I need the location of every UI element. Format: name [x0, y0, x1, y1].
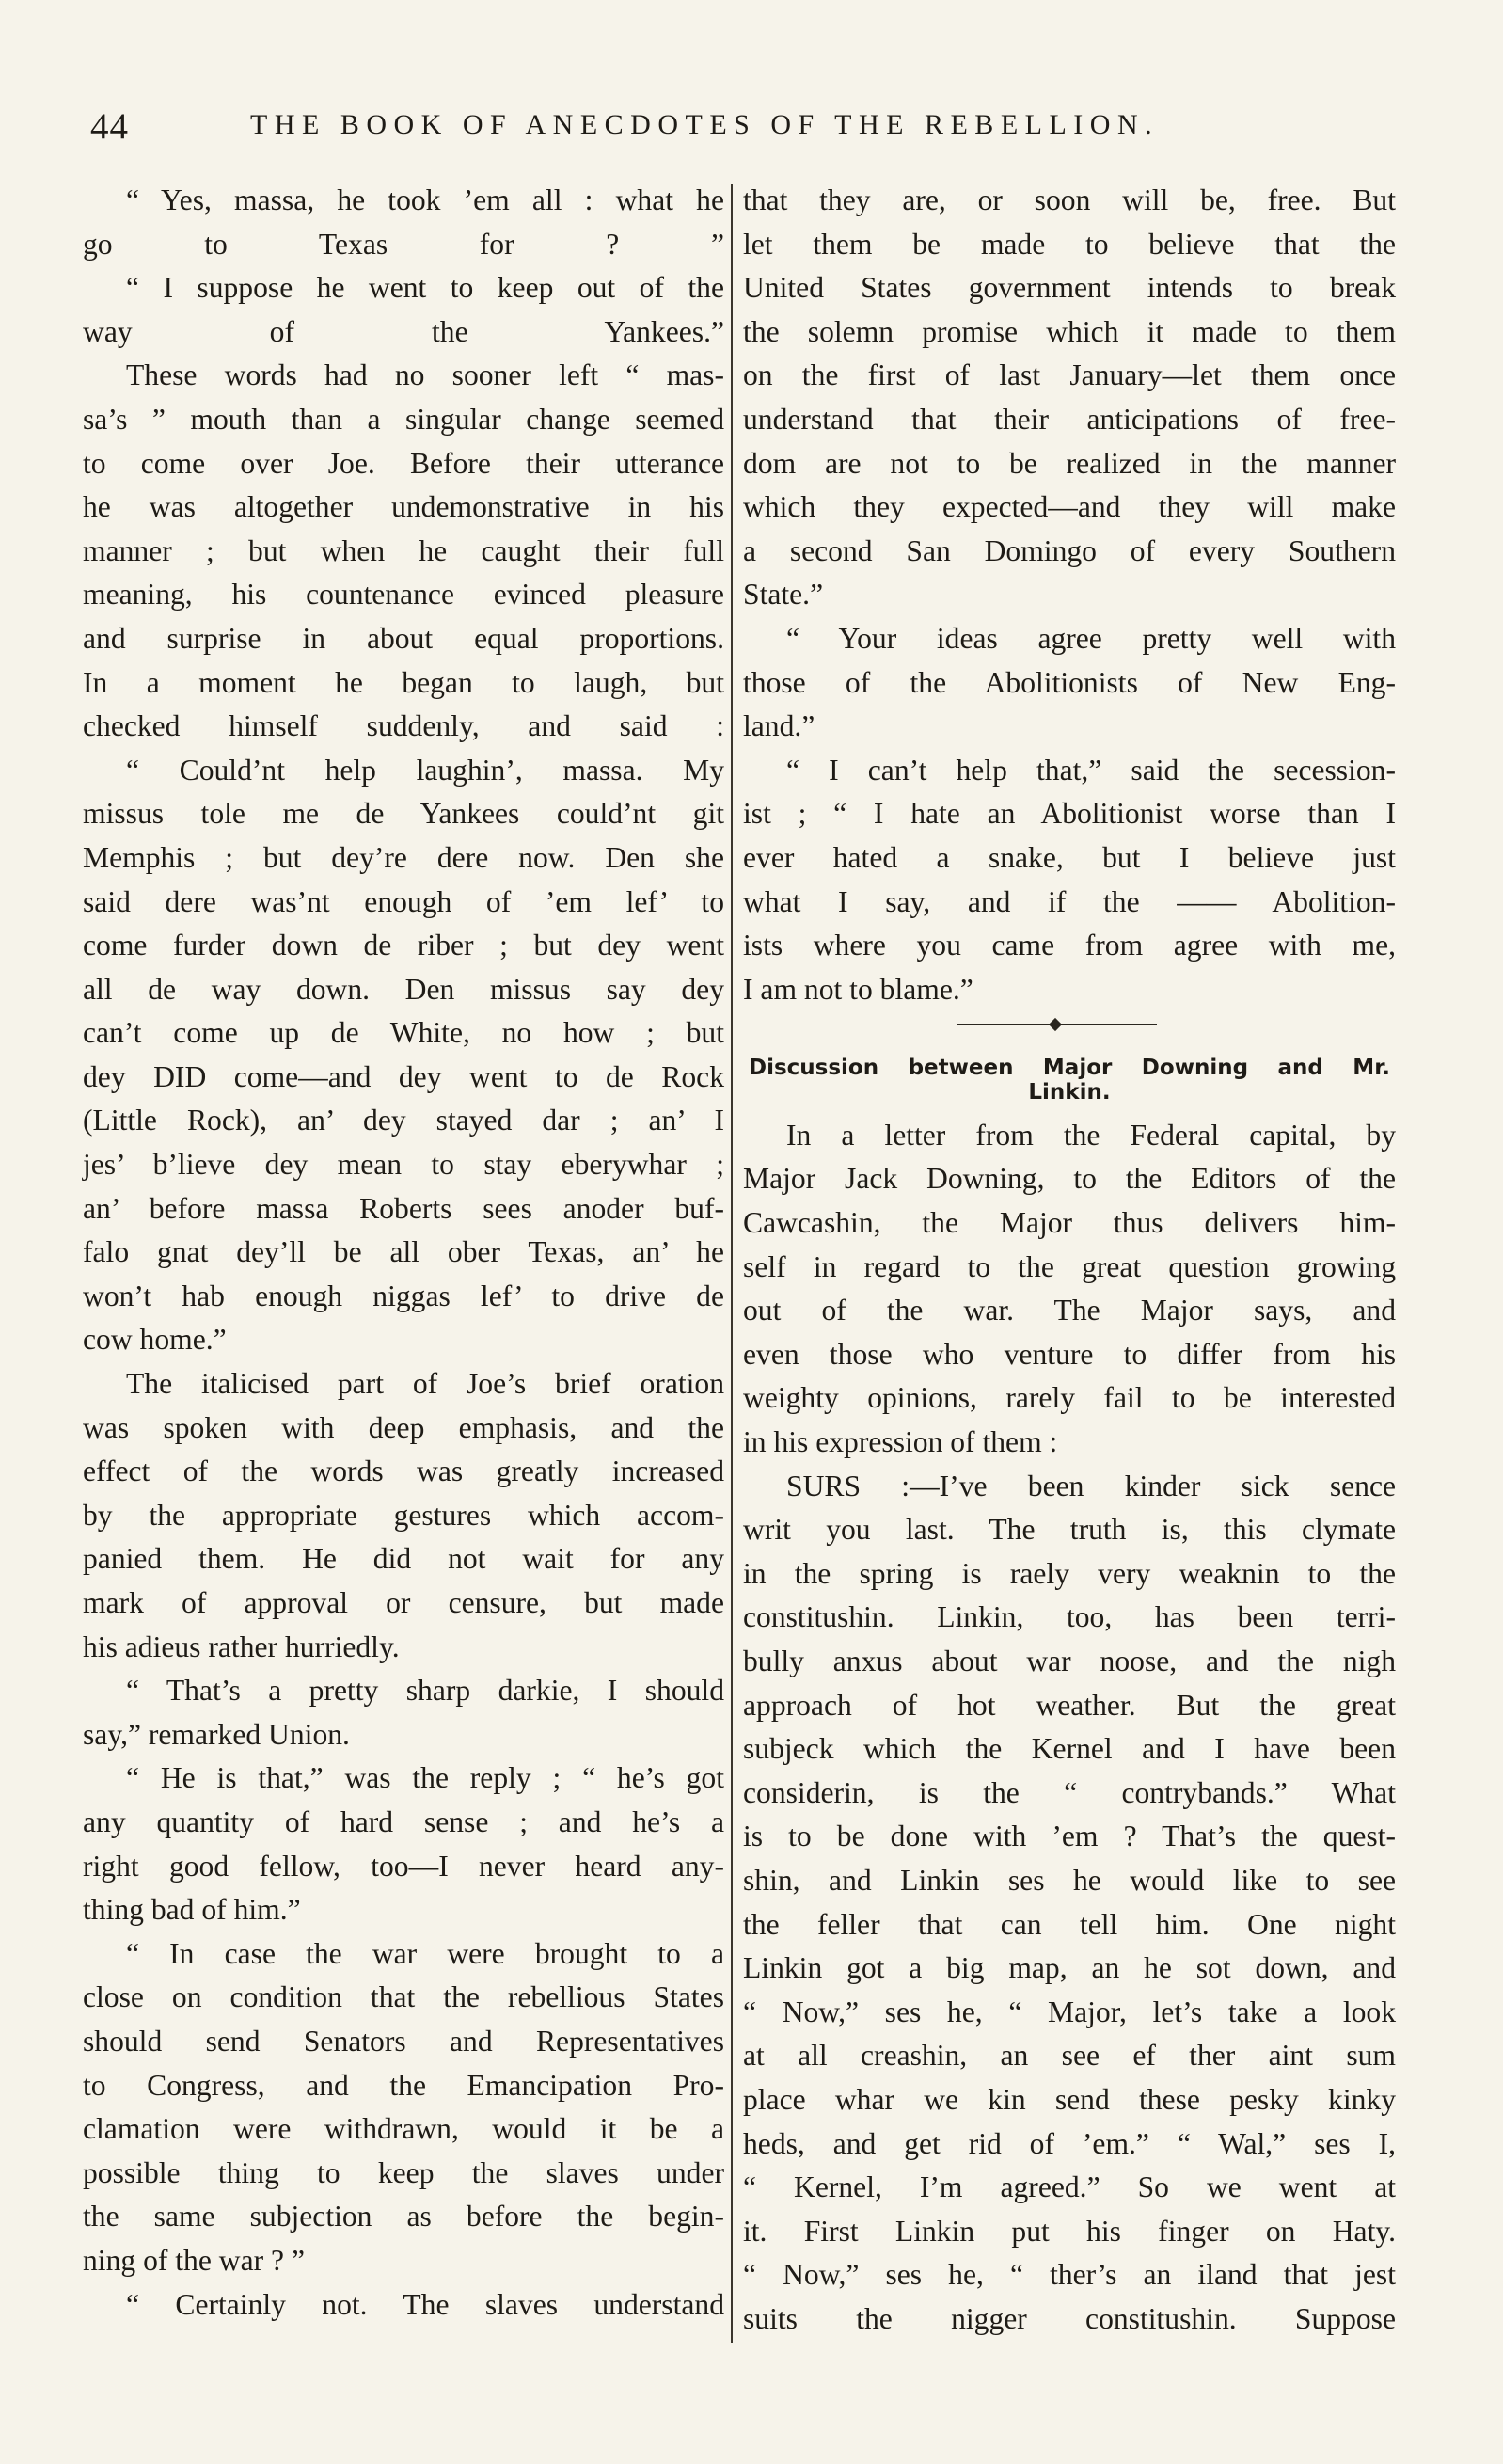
- text-line: Memphis ; but dey’re dere now. Den she: [83, 840, 724, 874]
- text-line: possible thing to keep the slaves under: [83, 2155, 724, 2189]
- text-line: it. First Linkin put his finger on Haty.: [743, 2214, 1396, 2248]
- text-line: say,” remarked Union.: [83, 1717, 350, 1751]
- text-line: “ I suppose he went to keep out of the: [126, 271, 724, 305]
- text-line: at all creashin, an see ef ther aint sum: [743, 2039, 1396, 2073]
- left-column: [83, 179, 724, 2327]
- section-heading: [743, 1056, 1396, 1105]
- text-line: self in regard to the great question growing: [743, 1249, 1396, 1283]
- text-line: what I say, and if the —— Abolition-: [743, 884, 1396, 918]
- text-line: go to Texas for ? ”: [83, 227, 724, 261]
- text-line: that they are, or soon will be, free. But: [743, 183, 1396, 216]
- text-line: which they expected—and they will make: [743, 490, 1396, 524]
- text-line: “ Yes, massa, he took ’em all : what he: [126, 183, 724, 216]
- section-ornament: [743, 1011, 1396, 1056]
- text-line: is to be done with ’em ? That’s the quest-: [743, 1820, 1396, 1853]
- text-line: cow home.”: [83, 1323, 227, 1357]
- text-line: jes’ b’lieve dey mean to stay eberywhar ;: [83, 1148, 724, 1182]
- text-line: any quantity of hard sense ; and he’s a: [83, 1804, 724, 1838]
- text-line: “ Now,” ses he, “ Major, let’s take a look: [743, 1995, 1396, 2028]
- text-line: place whar we kin send these pesky kinky: [743, 2082, 1396, 2116]
- text-line: suits the nigger constitushin. Suppose: [743, 2301, 1396, 2335]
- text-line: an’ before massa Roberts sees anoder buf-: [83, 1191, 724, 1225]
- right-column: [743, 179, 1396, 2342]
- text-line: In a letter from the Federal capital, by: [786, 1118, 1396, 1152]
- text-line: “ Your ideas agree pretty well with: [786, 621, 1396, 655]
- text-line: manner ; but when he caught their full: [83, 533, 724, 567]
- text-line: panied them. He did not wait for any: [83, 1542, 724, 1576]
- column-divider: [731, 184, 733, 2343]
- text-line: ists where you came from agree with me,: [743, 929, 1396, 962]
- text-line: dey DID come—and dey went to de Rock: [83, 1059, 724, 1093]
- text-line: “ Could’nt help laughin’, massa. My: [126, 753, 724, 787]
- running-header: [90, 105, 1402, 162]
- text-line: out of the war. The Major says, and: [743, 1294, 1396, 1327]
- text-line: thing bad of him.”: [83, 1893, 301, 1927]
- text-line: State.”: [743, 578, 824, 612]
- text-line: to Congress, and the Emancipation Pro-: [83, 2068, 724, 2102]
- text-line: I am not to blame.”: [743, 972, 973, 1006]
- text-line: in his expression of them :: [743, 1425, 1058, 1459]
- text-line: Major Jack Downing, to the Editors of the: [743, 1162, 1396, 1196]
- text-line: sa’s ” mouth than a singular change seemed: [83, 402, 724, 436]
- text-line: “ He is that,” was the reply ; “ he’s got: [126, 1761, 724, 1795]
- text-line: ning of the war ? ”: [83, 2243, 305, 2277]
- text-line: (Little Rock), an’ dey stayed dar ; an’ I: [83, 1104, 724, 1137]
- text-line: ever hated a snake, but I believe just: [743, 840, 1396, 874]
- section-heading-line2: Linkin.: [1028, 1079, 1111, 1105]
- text-line: approach of hot weather. But the great: [743, 1688, 1396, 1722]
- text-line: missus tole me de Yankees could’nt git: [83, 797, 724, 831]
- text-line: falo gnat dey’ll be all ober Texas, an’ he: [83, 1235, 724, 1269]
- text-line: said dere was’nt enough of ’em lef’ to: [83, 884, 724, 918]
- text-line: meaning, his countenance evinced pleasure: [83, 578, 724, 612]
- text-line: on the first of last January—let them once: [743, 358, 1396, 392]
- text-line: checked himself suddenly, and said :: [83, 709, 724, 743]
- text-line: let them be made to believe that the: [743, 227, 1396, 261]
- text-line: to come over Joe. Before their utterance: [83, 446, 724, 480]
- text-line: heds, and get rid of ’em.” “ Wal,” ses I,: [743, 2126, 1396, 2160]
- text-line: land.”: [743, 709, 815, 743]
- text-line: way of the Yankees.”: [83, 314, 724, 348]
- text-line: understand that their anticipations of free-: [743, 402, 1396, 436]
- text-line: “ Now,” ses he, “ ther’s an iland that jest: [743, 2258, 1396, 2292]
- text-line: Cawcashin, the Major thus delivers him-: [743, 1206, 1396, 1240]
- text-line: the feller that can tell him. One night: [743, 1907, 1396, 1941]
- text-line: right good fellow, too—I never heard any-: [83, 1849, 724, 1883]
- right-column-text-bottom: [743, 1114, 1396, 2342]
- text-line: “ Kernel, I’m agreed.” So we went at: [743, 2170, 1396, 2204]
- text-line: he was altogether undemonstrative in his: [83, 490, 724, 524]
- text-line: writ you last. The truth is, this clymate: [743, 1513, 1396, 1547]
- text-line: was spoken with deep emphasis, and the: [83, 1410, 724, 1444]
- text-line: close on condition that the rebellious States: [83, 1980, 724, 2014]
- right-column-text-top: [743, 179, 1396, 1011]
- text-line: “ Certainly not. The slaves understand: [126, 2287, 724, 2321]
- text-line: his adieus rather hurriedly.: [83, 1629, 400, 1663]
- text-line: Linkin got a big map, an he sot down, and: [743, 1951, 1396, 1985]
- text-line: “ I can’t help that,” said the secession-: [786, 753, 1396, 787]
- text-line: the solemn promise which it made to them: [743, 314, 1396, 348]
- text-line: shin, and Linkin ses he would like to see: [743, 1863, 1396, 1897]
- text-line: subjeck which the Kernel and I have been: [743, 1732, 1396, 1766]
- text-line: The italicised part of Joe’s brief oration: [126, 1367, 724, 1401]
- running-title: THE BOOK OF ANECDOTES OF THE REBELLION.: [250, 109, 1160, 140]
- text-line: those of the Abolitionists of New Eng-: [743, 665, 1396, 699]
- text-line: bully anxus about war noose, and the nigh: [743, 1645, 1396, 1677]
- section-heading-line1: Discussion between Major Downing and Mr.: [749, 1055, 1390, 1080]
- text-line: and surprise in about equal proportions.: [83, 621, 724, 655]
- text-line: constitushin. Linkin, too, has been terri-: [743, 1600, 1396, 1634]
- text-line: can’t come up de White, no how ; but: [83, 1016, 724, 1050]
- text-line: the same subjection as before the begin-: [83, 2200, 724, 2233]
- text-line: ist ; “ I hate an Abolitionist worse than I: [743, 797, 1396, 831]
- text-line: United States government intends to break: [743, 271, 1396, 305]
- text-line: a second San Domingo of every Southern: [743, 533, 1396, 567]
- text-line: considerin, is the “ contrybands.” What: [743, 1775, 1396, 1809]
- text-line: even those who venture to differ from his: [743, 1337, 1396, 1371]
- text-line: In a moment he began to laugh, but: [83, 665, 724, 699]
- text-line: dom are not to be realized in the manner: [743, 446, 1396, 480]
- text-line: mark of approval or censure, but made: [83, 1586, 724, 1619]
- text-line: should send Senators and Representatives: [83, 2024, 724, 2058]
- text-line: all de way down. Den missus say dey: [83, 972, 724, 1006]
- text-line: These words had no sooner left “ mas-: [126, 358, 724, 392]
- text-line: “ In case the war were brought to a: [126, 1936, 724, 1970]
- text-line: weighty opinions, rarely fail to be interested: [743, 1381, 1396, 1415]
- text-line: “ That’s a pretty sharp darkie, I should: [126, 1674, 724, 1708]
- text-line: effect of the words was greatly increased: [83, 1455, 724, 1488]
- text-line: clamation were withdrawn, would it be a: [83, 2112, 724, 2146]
- text-line: won’t hab enough niggas lef’ to drive de: [83, 1279, 724, 1312]
- text-line: come furder down de riber ; but dey went: [83, 929, 724, 962]
- text-line: by the appropriate gestures which accom-: [83, 1498, 724, 1532]
- page-number: 44: [90, 106, 129, 147]
- text-line: SURS :—I’ve been kinder sick sence: [786, 1469, 1396, 1502]
- text-line: in the spring is raely very weaknin to the: [743, 1556, 1396, 1590]
